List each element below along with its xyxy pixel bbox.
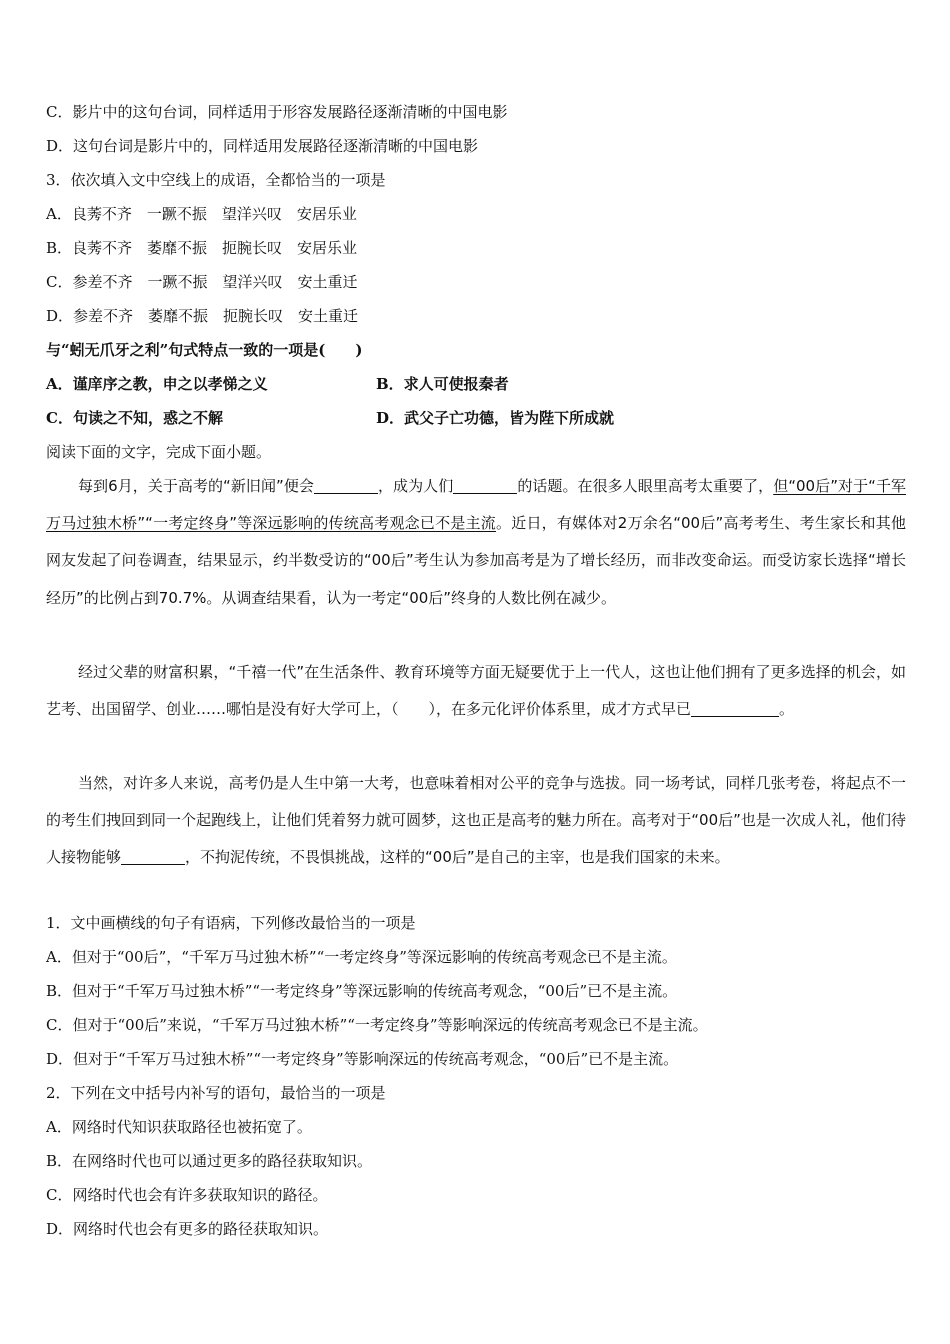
sub1-option-a: A．但对于“00后”，“千军万马过独木桥”“一考定终身”等深远影响的传统高考观念已不是主流。 xyxy=(46,948,677,966)
syntax-option-b: B．求人可使报秦者 xyxy=(376,375,509,393)
sub-question-1-stem: 1．文中画横线的句子有语病，下列修改最恰当的一项是 xyxy=(46,914,416,932)
question-3-stem: 3．依次填入文中空线上的成语，全都恰当的一项是 xyxy=(46,171,386,189)
q3-option-d: D．参差不齐 萎靡不振 扼腕长叹 安土重迁 xyxy=(46,307,359,325)
option-d: D．这句台词是影片中的，同样适用发展路径逐渐清晰的中国电影 xyxy=(46,137,479,155)
syntax-option-a: A．谨庠序之教，申之以孝悌之义 xyxy=(46,375,268,393)
sub2-option-b: B．在网络时代也可以通过更多的路径获取知识。 xyxy=(46,1152,373,1170)
underlined-sentence: 但“00后”对于“千军万马过独木桥”“一考定终身”等深远影响的传统高考观念已不是主流 xyxy=(46,477,906,533)
blank-4 xyxy=(121,849,185,865)
syntax-option-d: D．武父子亡功德，皆为陛下所成就 xyxy=(376,409,615,427)
syntax-options-row-2 xyxy=(46,407,906,429)
q3-option-b: B．良莠不齐 萎靡不振 扼腕长叹 安居乐业 xyxy=(46,239,358,257)
blank-1 xyxy=(314,478,378,494)
sub2-option-d: D．网络时代也会有更多的路径获取知识。 xyxy=(46,1220,329,1238)
blank-2 xyxy=(453,478,517,494)
sub1-option-b: B．但对于“千军万马过独木桥”“一考定终身”等深远影响的传统高考观念，“00后”已不是主流。 xyxy=(46,982,678,1000)
sub2-option-a: A．网络时代知识获取路径也被拓宽了。 xyxy=(46,1118,312,1136)
reading-paragraph-1: 每到6月，关于高考的“新旧闻”便会 ，成为人们 的话题。在很多人眼里高考太重要了，但“00后”对于“千军万马过独木桥”“一考定终身”等深远影响的传统高考观念已不是主流。近日，有媒体对2万余名“00后”高考考生、考生家长和其他网友发起了问卷调查，结果显示，约半数受访的“00后”考生认为参加高考是为了增长经历，而非改变命运。而受访家长选择“增长经历”的比例占到70.7%。从调查结果看，认为一考定“00后”终身的人数比例在减少。 xyxy=(46,477,906,607)
reading-intro: 阅读下面的文字，完成下面小题。 xyxy=(46,443,272,461)
sub-question-2-stem: 2．下列在文中括号内补写的语句，最恰当的一项是 xyxy=(46,1084,386,1102)
sub2-option-c: C．网络时代也会有许多获取知识的路径。 xyxy=(46,1186,328,1204)
sub1-option-d: D．但对于“千军万马过独木桥”“一考定终身”等影响深远的传统高考观念，“00后”已不是主流。 xyxy=(46,1050,679,1068)
q3-option-c: C．参差不齐 一蹶不振 望洋兴叹 安土重迁 xyxy=(46,273,358,291)
syntax-question-stem: 与“蚓无爪牙之利”句式特点一致的一项是( ) xyxy=(46,341,363,359)
sub1-option-c: C．但对于“00后”来说，“千军万马过独木桥”“一考定终身”等影响深远的传统高考观念已不是主流。 xyxy=(46,1016,708,1034)
syntax-option-c: C．句读之不知，惑之不解 xyxy=(46,409,223,427)
reading-paragraph-3: 当然，对许多人来说，高考仍是人生中第一大考，也意味着相对公平的竞争与选拔。同一场考试，同样几张考卷，将起点不一的考生们拽回到同一个起跑线上，让他们凭着努力就可圆梦，这也正是高考的魅力所在。高考对于“00后”也是一次成人礼，他们待人接物能够 ，不拘泥传统，不畏惧挑战，这样的“00后”是自己的主宰，也是我们国家的未来。 xyxy=(46,774,906,867)
q3-option-a: A．良莠不齐 一蹶不振 望洋兴叹 安居乐业 xyxy=(46,205,357,223)
reading-paragraph-2: 经过父辈的财富积累，“千禧一代”在生活条件、教育环境等方面无疑要优于上一代人，这也让他们拥有了更多选择的机会，如艺考、出国留学、创业……哪怕是没有好大学可上，（ ），在多元化评价体系里，成才方式早已 。 xyxy=(46,663,906,719)
blank-3 xyxy=(691,701,779,717)
option-c: C．影片中的这句台词，同样适用于形容发展路径逐渐清晰的中国电影 xyxy=(46,103,508,121)
syntax-options-row-1 xyxy=(46,373,906,395)
